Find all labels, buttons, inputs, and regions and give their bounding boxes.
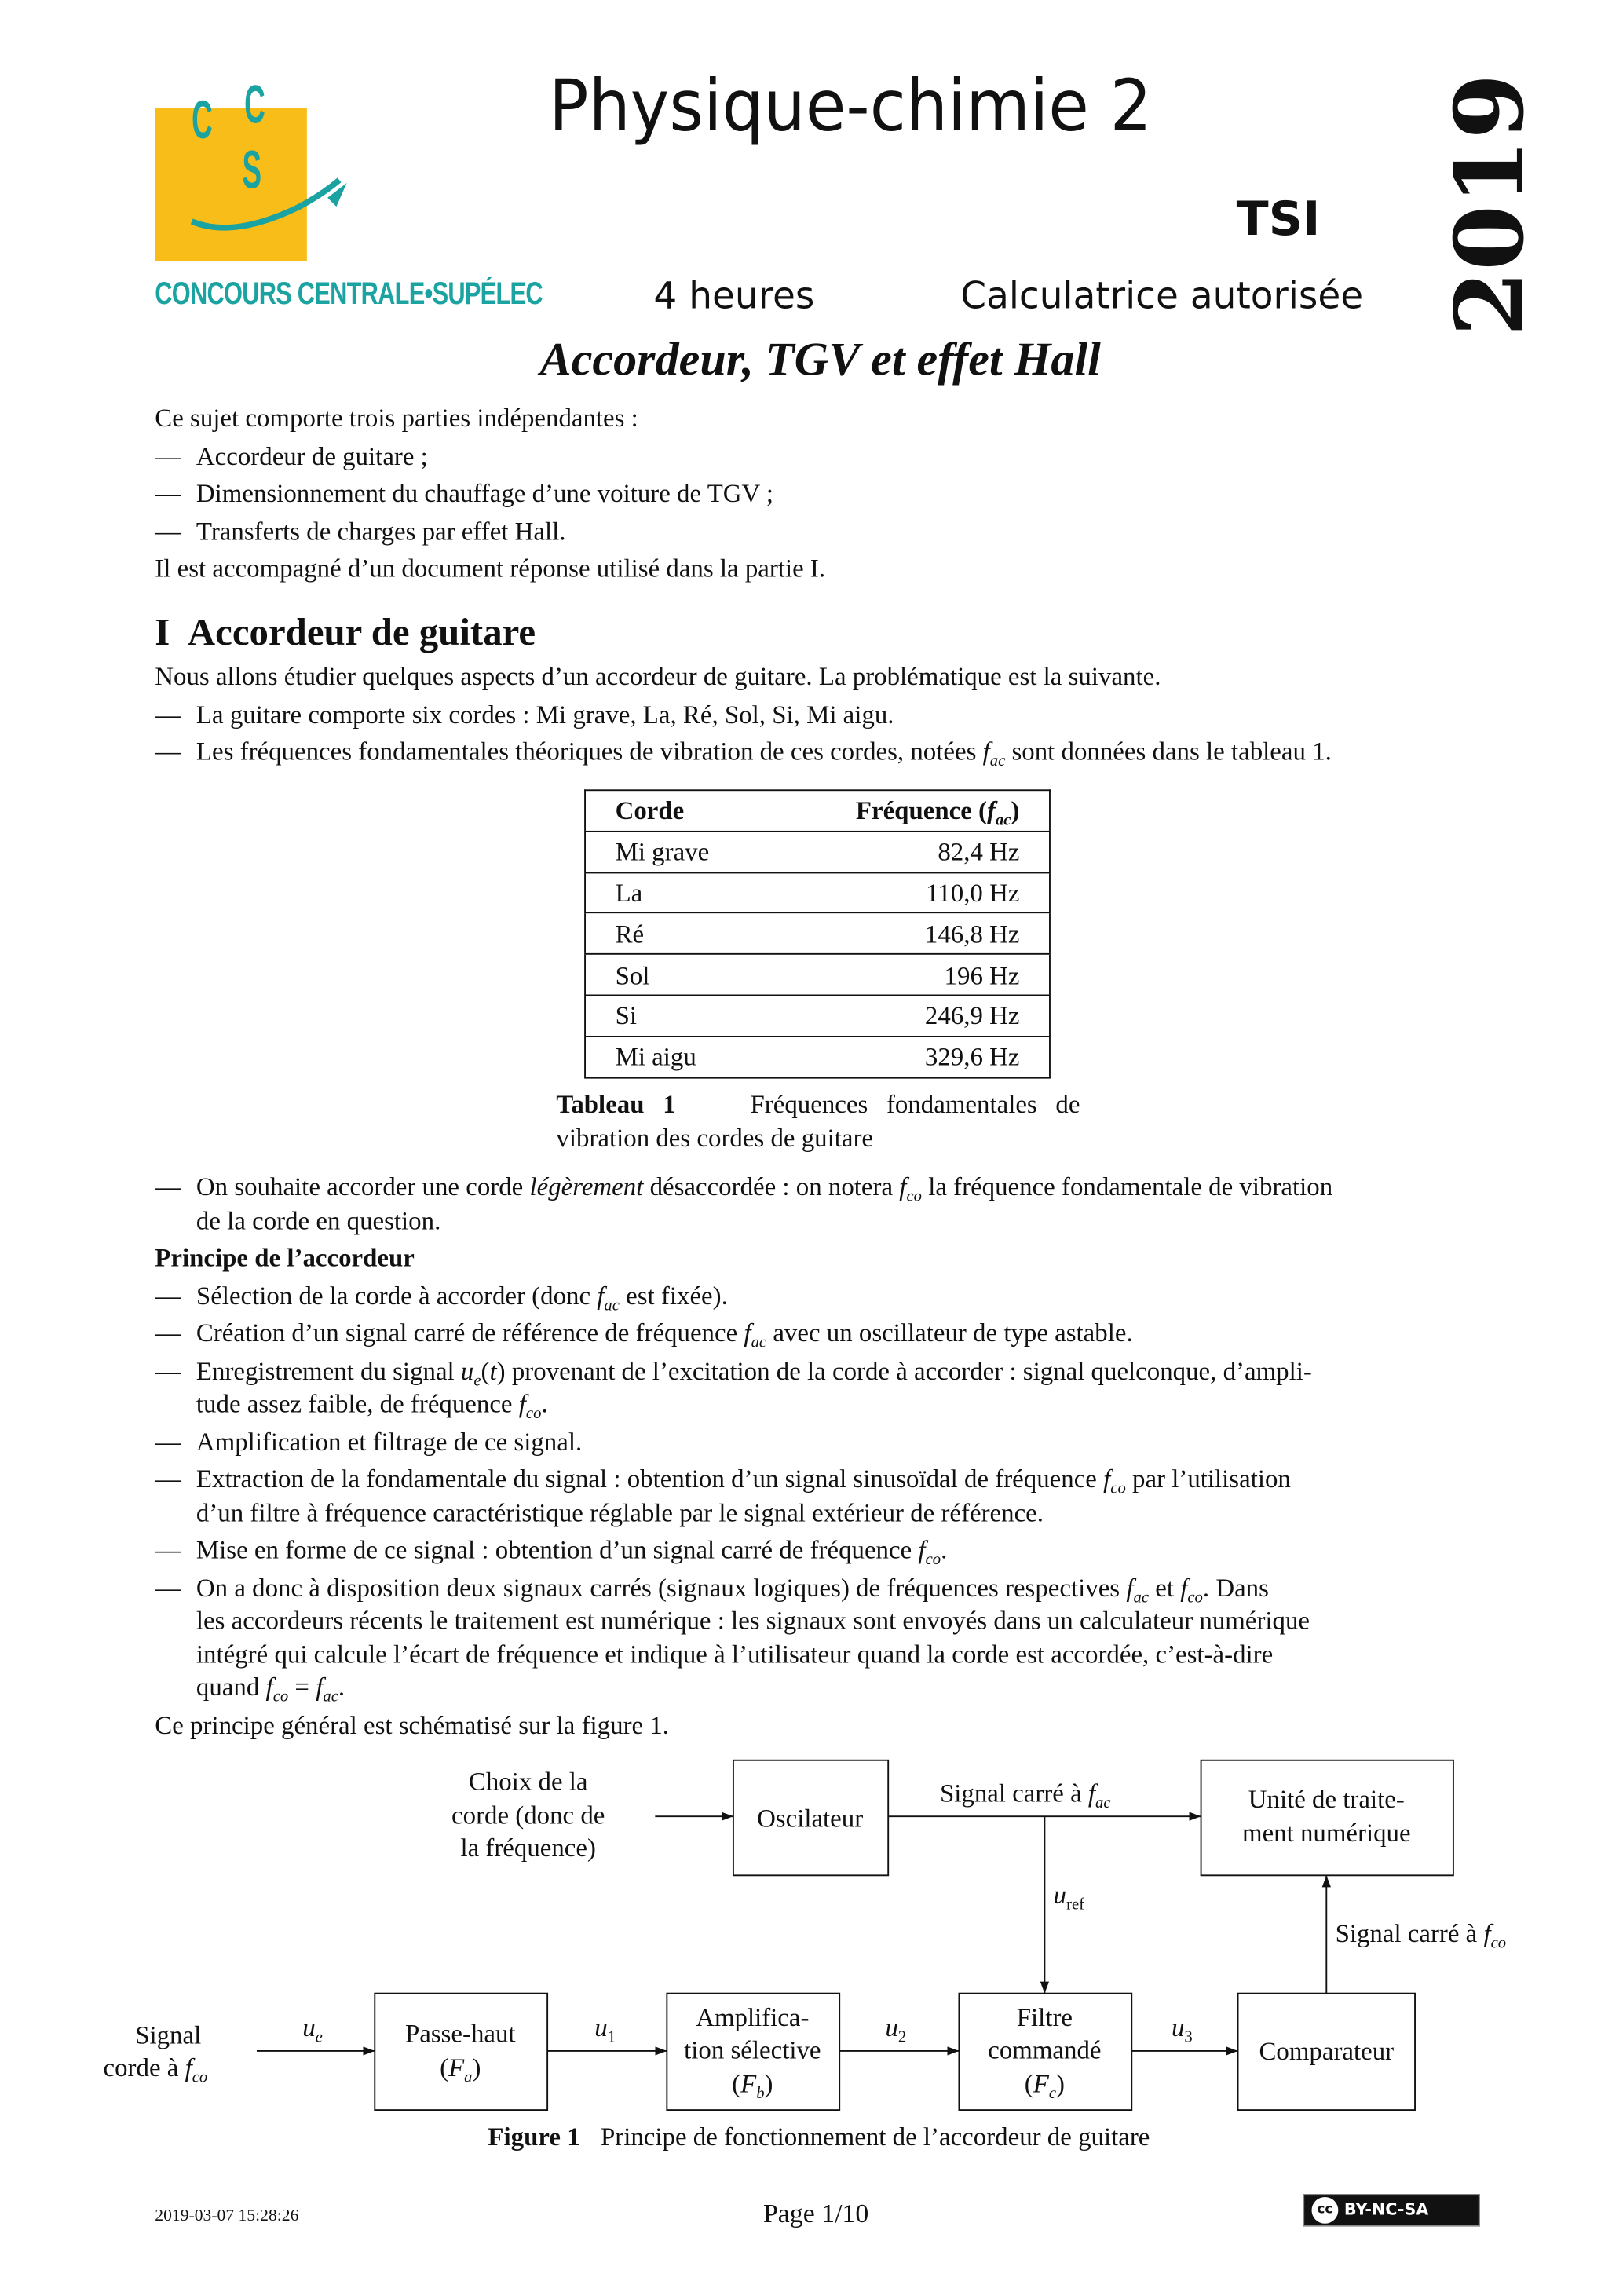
text: désaccordée : on notera bbox=[643, 1171, 900, 1201]
text: Les fréquences fondamentales théoriques de vibration de ces cordes, notées bbox=[196, 736, 983, 766]
text: . Dans bbox=[1202, 1572, 1269, 1602]
text: est fixée). bbox=[619, 1280, 728, 1310]
math-text: f bbox=[316, 1672, 324, 1702]
text: la fréquence fondamentale de vibration bbox=[921, 1171, 1333, 1201]
table-row bbox=[585, 913, 1050, 954]
text: sont données dans le tableau 1. bbox=[1005, 736, 1332, 766]
calculator-label: Calculatrice autorisée bbox=[960, 274, 1364, 318]
figure-caption-text: Principe de fonctionnement de l’accordeur de guitare bbox=[600, 2122, 1150, 2152]
table-row bbox=[585, 995, 1050, 1036]
table-row bbox=[585, 954, 1050, 995]
list-dash: — bbox=[155, 1534, 181, 1564]
text-line bbox=[155, 1278, 1482, 1314]
list-dash: — bbox=[155, 698, 181, 729]
paragraph bbox=[155, 1241, 1482, 1274]
text: ) provenant de l’excitation de la corde à accorder : signal quelconque, d’ampli- bbox=[496, 1355, 1312, 1385]
list-dash: — bbox=[155, 477, 181, 508]
text-line bbox=[155, 1203, 1482, 1236]
cell-frequency: 329,6 Hz bbox=[774, 1036, 1050, 1077]
intro-text bbox=[155, 400, 1482, 588]
text-line bbox=[155, 1316, 1482, 1352]
math-subscript: ac bbox=[751, 1333, 767, 1352]
text: Amplification et filtrage de ce signal. bbox=[196, 1426, 583, 1456]
amplifier-label: tion sélective bbox=[684, 2036, 821, 2065]
list-item bbox=[155, 733, 1482, 771]
part1-text bbox=[155, 658, 1482, 771]
text-line bbox=[155, 1533, 1482, 1569]
ccs-logo-icon bbox=[174, 77, 359, 247]
list-dash: — bbox=[155, 1355, 181, 1385]
math-text: f bbox=[744, 1318, 751, 1347]
cell-frequency: 146,8 Hz bbox=[774, 913, 1050, 954]
cell-string: Sol bbox=[585, 954, 774, 995]
text-line bbox=[155, 1424, 1482, 1457]
text: Nous allons étudier quelques aspects d’un accordeur de guitare. La problématique est la suivante. bbox=[155, 660, 1161, 691]
text: Il est accompagné d’un document réponse utilisé dans la partie I. bbox=[155, 553, 826, 583]
math-subscript: co bbox=[272, 1687, 289, 1706]
duration-label: 4 heures bbox=[653, 274, 815, 318]
table-caption-label: Tableau 1 bbox=[556, 1088, 676, 1119]
cell-string: Mi aigu bbox=[585, 1036, 774, 1077]
text: et bbox=[1149, 1572, 1181, 1602]
table-header-row bbox=[585, 790, 1050, 831]
cell-string: La bbox=[585, 872, 774, 913]
list-item bbox=[155, 1424, 1482, 1457]
list-dash: — bbox=[155, 1572, 181, 1602]
header-text: Fréquence ( bbox=[855, 795, 988, 826]
math-subscript: e bbox=[473, 1371, 481, 1390]
text: de la corde en question. bbox=[196, 1205, 441, 1234]
choice-label: la fréquence) bbox=[460, 1834, 596, 1863]
figure-caption bbox=[0, 2122, 1623, 2152]
paragraph bbox=[155, 1708, 1482, 1741]
table-row bbox=[585, 831, 1050, 872]
choice-label: corde (donc de bbox=[451, 1801, 605, 1830]
list-item bbox=[155, 1533, 1482, 1569]
input-signal-label: Signal bbox=[135, 2021, 202, 2050]
cell-frequency: 196 Hz bbox=[774, 954, 1050, 995]
list-dash: — bbox=[155, 1464, 181, 1493]
math-subscript: ac bbox=[989, 752, 1006, 770]
text: les accordeurs récents le traitement est numérique : les signaux sont envoyés dans un calculateur numérique bbox=[196, 1605, 1310, 1636]
input-signal-label: corde à $f_{co}$ bbox=[103, 2053, 208, 2086]
text: quand bbox=[196, 1672, 266, 1702]
amplifier-label: Amplifica- bbox=[696, 2003, 810, 2032]
math-text: légèrement bbox=[529, 1171, 644, 1201]
exam-subtitle: Accordeur, TGV et effet Hall bbox=[539, 331, 1101, 386]
math-text: f bbox=[1103, 1464, 1111, 1493]
text: d’un filtre à fréquence caractéristique réglable par le signal extérieur de référence. bbox=[196, 1497, 1044, 1526]
list-dash: — bbox=[155, 1171, 181, 1201]
page-number: Page 1/10 bbox=[762, 2198, 869, 2228]
column-header-frequence bbox=[774, 790, 1050, 831]
math-subscript: ac bbox=[1133, 1588, 1150, 1607]
text: ( bbox=[481, 1355, 490, 1385]
text-line bbox=[155, 1708, 1482, 1741]
cell-string: Mi grave bbox=[585, 831, 774, 872]
list-item bbox=[155, 696, 1482, 733]
uref-label: $u_{ref}$ bbox=[1053, 1881, 1085, 1914]
text-line bbox=[155, 1241, 1482, 1274]
math-text: f bbox=[982, 736, 990, 766]
filter-label: commandé bbox=[988, 2036, 1102, 2065]
list-item bbox=[155, 513, 1482, 550]
filter-label: Filtre bbox=[1016, 2003, 1073, 2032]
table-caption-text: Fréquences fondamentales de vibration des cordes de guitare bbox=[556, 1088, 1080, 1152]
column-header-corde: Corde bbox=[585, 790, 774, 831]
math-subscript: co bbox=[925, 1550, 941, 1569]
text-line bbox=[155, 550, 1482, 588]
filter-sym: $(F_c)$ bbox=[1024, 2070, 1065, 2103]
text-line bbox=[155, 1604, 1482, 1637]
track-label: TSI bbox=[1236, 190, 1321, 247]
text-line bbox=[155, 475, 1482, 513]
figure-caption-label: Figure 1 bbox=[488, 2122, 580, 2152]
table-row bbox=[585, 872, 1050, 913]
oscillator-label: Oscilateur bbox=[757, 1804, 864, 1834]
text: On a donc à disposition deux signaux carrés (signaux logiques) de fréquences respectives bbox=[196, 1572, 1127, 1602]
text: . bbox=[338, 1672, 345, 1702]
svg-text:C: C bbox=[244, 76, 265, 135]
amplifier-sym: $(F_b)$ bbox=[732, 2070, 773, 2103]
block-diagram bbox=[0, 1741, 1623, 2169]
math-text: f bbox=[1180, 1572, 1188, 1602]
section-title: Accordeur de guitare bbox=[187, 610, 536, 654]
section-heading bbox=[155, 611, 536, 655]
text-line bbox=[155, 696, 1482, 733]
text-line bbox=[155, 1637, 1482, 1670]
text-line bbox=[155, 1495, 1482, 1528]
text: Mise en forme de ce signal : obtention d’un signal carré de fréquence bbox=[196, 1534, 919, 1564]
highpass-box bbox=[375, 1994, 547, 2110]
cc-icon: cc bbox=[1312, 2197, 1339, 2224]
svg-text:C: C bbox=[192, 89, 213, 150]
list-item bbox=[155, 1316, 1482, 1352]
signal-fac-label: Signal carré à $f_{ac}$ bbox=[939, 1779, 1111, 1812]
choice-label: Choix de la bbox=[468, 1768, 588, 1797]
logo-text: CONCOURS CENTRALE•SUPÉLEC bbox=[155, 277, 543, 312]
text-line bbox=[155, 400, 1482, 437]
svg-text:S: S bbox=[242, 139, 262, 200]
timestamp: 2019-03-07 15:28:26 bbox=[155, 2207, 299, 2225]
list-dash: — bbox=[155, 515, 181, 546]
text-line bbox=[155, 658, 1482, 696]
list-item bbox=[155, 1170, 1482, 1237]
text: Extraction de la fondamentale du signal : obtention d’un signal sinusoïdal de fréquence bbox=[196, 1464, 1104, 1493]
ue-label: $u_e$ bbox=[302, 2014, 323, 2046]
frequency-table bbox=[584, 789, 1051, 1078]
processing-label: Unité de traite- bbox=[1248, 1785, 1405, 1814]
cell-frequency: 246,9 Hz bbox=[774, 995, 1050, 1036]
header-math: f bbox=[987, 795, 996, 826]
year-label: 2019 bbox=[1435, 73, 1547, 337]
highpass-sym: $(F_a)$ bbox=[440, 2053, 481, 2086]
text-line bbox=[155, 1170, 1482, 1206]
text: = bbox=[288, 1672, 316, 1702]
text-line bbox=[155, 1462, 1482, 1498]
text: Création d’un signal carré de référence de fréquence bbox=[196, 1318, 744, 1347]
text: avec un oscillateur de type astable. bbox=[766, 1318, 1133, 1347]
text: Accordeur de guitare ; bbox=[196, 440, 428, 470]
math-subscript: co bbox=[1110, 1479, 1126, 1498]
paragraph bbox=[155, 658, 1482, 696]
math-text: f bbox=[1126, 1572, 1134, 1602]
list-dash: — bbox=[155, 736, 181, 766]
math-subscript: ac bbox=[323, 1687, 338, 1706]
math-text: f bbox=[597, 1280, 605, 1310]
signal-fco-label: Signal carré à $f_{co}$ bbox=[1335, 1919, 1507, 1952]
part2-text bbox=[155, 1170, 1482, 1746]
cell-frequency: 110,0 Hz bbox=[774, 872, 1050, 913]
text: . bbox=[941, 1534, 948, 1564]
license-badge bbox=[1303, 2194, 1479, 2226]
license-text: BY-NC-SA bbox=[1343, 2199, 1429, 2220]
list-dash: — bbox=[155, 1426, 181, 1456]
text-line bbox=[155, 513, 1482, 550]
text: Transferts de charges par effet Hall. bbox=[196, 515, 566, 546]
text: . bbox=[541, 1388, 548, 1418]
paragraph bbox=[155, 550, 1482, 588]
text: Ce sujet comporte trois parties indépendantes : bbox=[155, 402, 638, 433]
text: Enregistrement du signal bbox=[196, 1355, 461, 1385]
text: intégré qui calcule l’écart de fréquence et indique à l’utilisateur quand la corde est accordée, c’est-à-dire bbox=[196, 1638, 1274, 1669]
math-text: f bbox=[899, 1171, 907, 1201]
comparator-label: Comparateur bbox=[1259, 2038, 1395, 2067]
list-item bbox=[155, 475, 1482, 513]
text-line bbox=[155, 733, 1482, 771]
table-caption bbox=[556, 1088, 1080, 1154]
paragraph bbox=[155, 400, 1482, 437]
text: La guitare comporte six cordes : Mi grave, La, Ré, Sol, Si, Mi aigu. bbox=[196, 698, 894, 729]
text-line bbox=[155, 1670, 1482, 1706]
section-number: I bbox=[155, 610, 170, 654]
math-subscript: co bbox=[906, 1187, 922, 1206]
text: Sélection de la corde à accorder (donc bbox=[196, 1280, 598, 1310]
exam-title: Physique-chimie 2 bbox=[549, 64, 1152, 148]
text: Ce principe général est schématisé sur la figure 1. bbox=[155, 1709, 670, 1739]
list-item bbox=[155, 1570, 1482, 1706]
cell-frequency: 82,4 Hz bbox=[774, 831, 1050, 872]
text-line bbox=[155, 1387, 1482, 1423]
cell-string: Si bbox=[585, 995, 774, 1036]
text-line bbox=[155, 437, 1482, 475]
header-close: ) bbox=[1011, 795, 1020, 826]
u3-label: $u_3$ bbox=[1171, 2014, 1193, 2046]
text: Principe de l’accordeur bbox=[155, 1242, 415, 1272]
math-subscript: co bbox=[525, 1404, 542, 1423]
u2-label: $u_2$ bbox=[885, 2014, 907, 2046]
list-dash: — bbox=[155, 440, 181, 470]
table-row bbox=[585, 1036, 1050, 1077]
list-dash: — bbox=[155, 1318, 181, 1347]
u1-label: $u_1$ bbox=[594, 2014, 616, 2046]
list-item bbox=[155, 1354, 1482, 1423]
math-text: u bbox=[460, 1355, 474, 1385]
text-line bbox=[155, 1570, 1482, 1607]
highpass-label: Passe-haut bbox=[404, 2020, 516, 2049]
text: par l’utilisation bbox=[1125, 1464, 1291, 1493]
text-line bbox=[155, 1354, 1482, 1390]
processing-label: ment numérique bbox=[1242, 1819, 1411, 1848]
processing-box bbox=[1201, 1760, 1453, 1876]
math-subscript: ac bbox=[604, 1296, 620, 1314]
list-dash: — bbox=[155, 1280, 181, 1310]
math-text: f bbox=[918, 1534, 926, 1564]
list-item bbox=[155, 1462, 1482, 1529]
cell-string: Ré bbox=[585, 913, 774, 954]
math-text: t bbox=[489, 1355, 497, 1385]
math-subscript: co bbox=[1187, 1588, 1203, 1607]
text: On souhaite accorder une corde bbox=[196, 1171, 530, 1201]
text: tude assez faible, de fréquence bbox=[196, 1388, 519, 1418]
math-text: f bbox=[265, 1672, 273, 1702]
list-item bbox=[155, 437, 1482, 475]
math-text: f bbox=[518, 1388, 526, 1418]
header-sub: ac bbox=[995, 812, 1011, 830]
list-item bbox=[155, 1278, 1482, 1314]
text: Dimensionnement du chauffage d’une voiture de TGV ; bbox=[196, 477, 774, 508]
